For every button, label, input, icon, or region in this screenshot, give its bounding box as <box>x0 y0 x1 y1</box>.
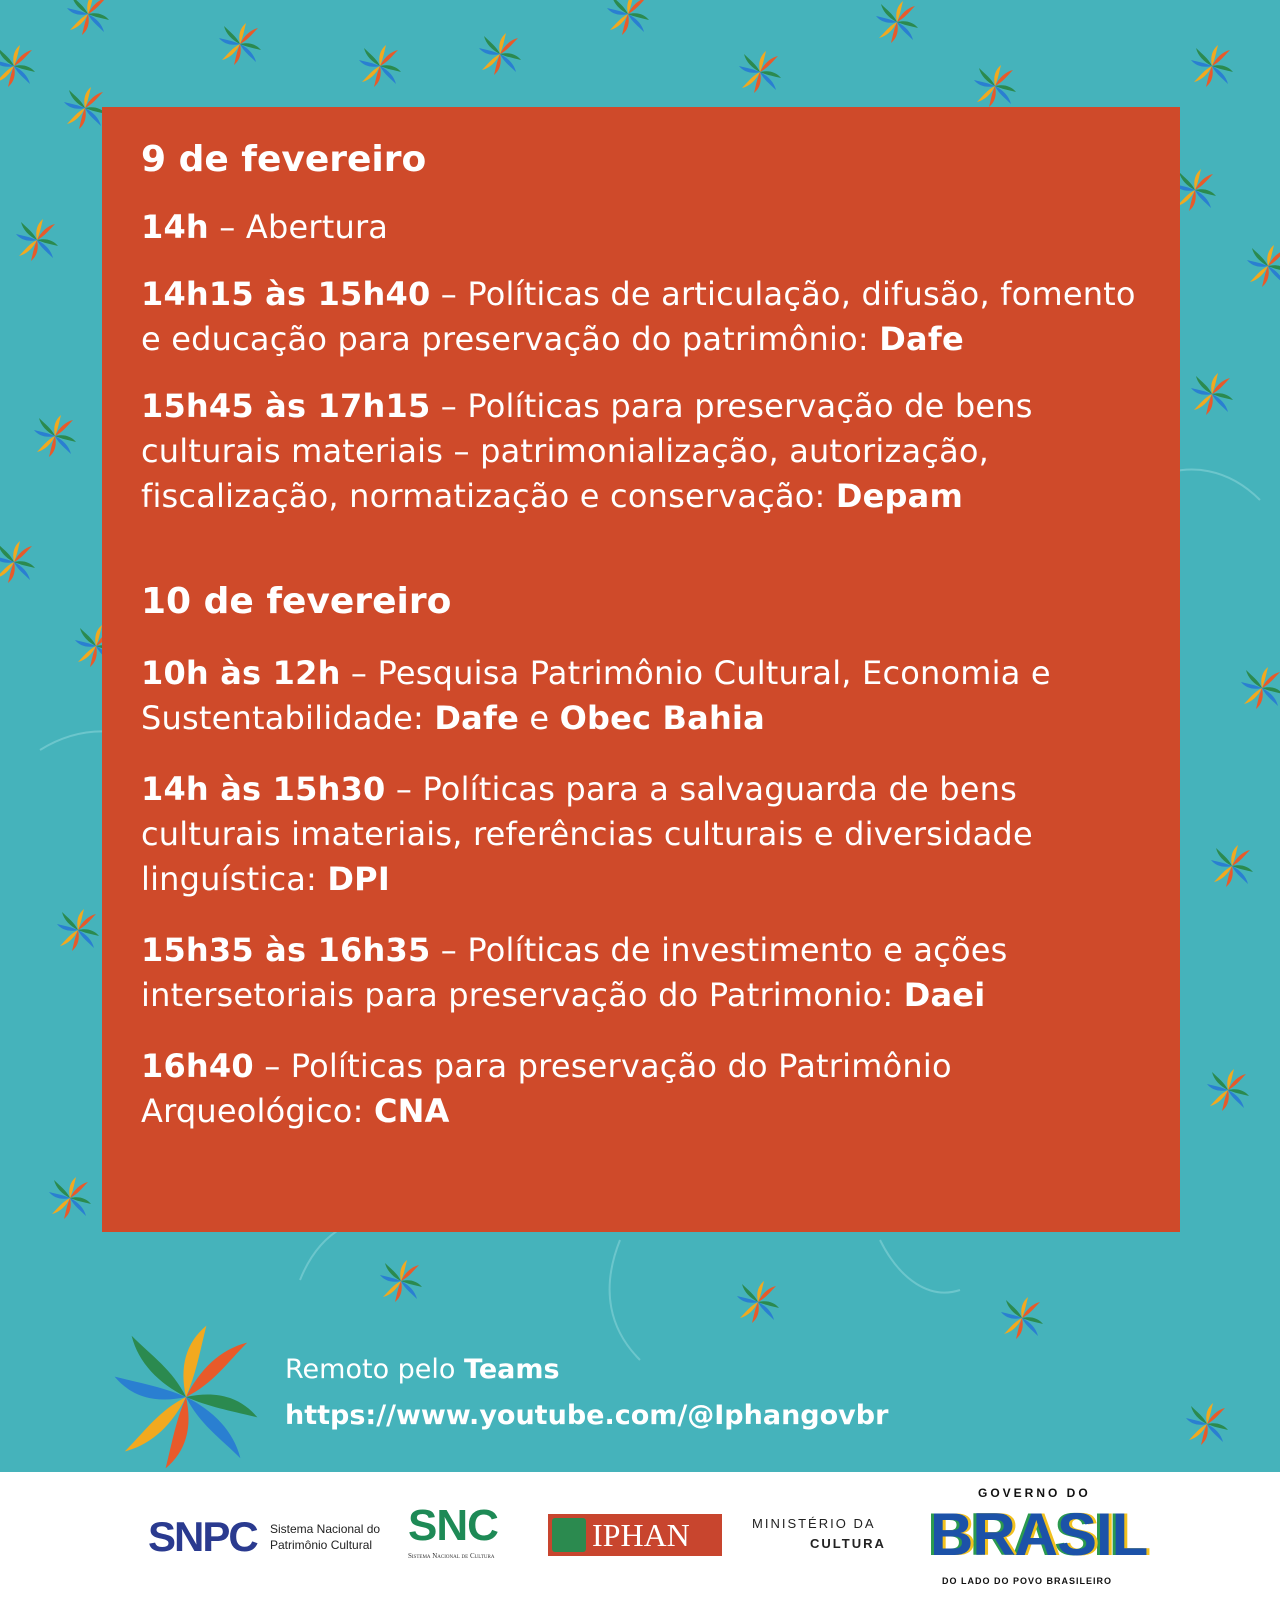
item-time: 14h15 às 15h40 <box>141 275 431 313</box>
snc-caption: Sistema Nacional de Cultura <box>408 1552 495 1560</box>
iphan-wordmark: IPHAN <box>592 1517 690 1553</box>
item-text: Políticas para a salvaguarda de bens culturais imateriais, referências culturais e diversidade linguística: <box>141 770 1033 898</box>
governo-line1: GOVERNO DO <box>978 1486 1091 1500</box>
snpc-logo <box>148 1512 388 1562</box>
item-time: 15h35 às 16h35 <box>141 931 431 969</box>
item-text: Políticas de investimento e ações intersetoriais para preservação do Patrimonio: <box>141 931 1008 1014</box>
item-org: Dafe <box>879 320 964 358</box>
item-org: Daei <box>903 976 986 1014</box>
item-time: 16h40 <box>141 1047 254 1085</box>
item-org: Obec Bahia <box>559 699 765 737</box>
item-time: 14h <box>141 208 209 246</box>
item-text: Políticas para preservação de bens culturais materiais – patrimonialização, autorização, fiscalização, normatização e conservação: <box>141 387 1033 515</box>
snpc-mark: SNPC <box>148 1513 257 1560</box>
remote-platform: Teams <box>464 1354 560 1385</box>
schedule-item: 10h às 12h – Pesquisa Patrimônio Cultural, Economia e Sustentabilidade: Dafe e Obec Bahia <box>141 654 1051 737</box>
item-time: 10h às 12h <box>141 654 341 692</box>
item-org: Dafe <box>434 699 519 737</box>
schedule-item: 14h15 às 15h40 – Políticas de articulação, difusão, fomento e educação para preservação do patrimônio: Dafe <box>141 275 1136 358</box>
item-org: DPI <box>327 860 390 898</box>
schedule-item: 14h – Abertura <box>141 208 389 246</box>
schedule-item: 15h35 às 16h35 – Políticas de investimento e ações intersetoriais para preservação do Patrimonio: Daei <box>141 931 1008 1014</box>
item-org: Depam <box>835 477 963 515</box>
ministerio-line1: MINISTÉRIO DA <box>752 1516 876 1531</box>
governo-brasil: BRASIL <box>930 1501 1148 1568</box>
remote-info <box>285 1354 560 1385</box>
governo-logo <box>930 1486 1146 1596</box>
ministerio-logo <box>752 1516 902 1560</box>
schedule-item: 14h às 15h30 – Políticas para a salvaguarda de bens culturais imateriais, referências culturais e diversidade linguística: DPI <box>141 770 1033 898</box>
schedule-item: 15h45 às 17h15 – Políticas para preservação de bens culturais materiais – patrimonialização, autorização, fiscalização, normatização e conservação: Depam <box>141 387 1033 515</box>
youtube-link[interactable]: https://www.youtube.com/@Iphangovbr <box>285 1400 889 1431</box>
item-text: Pesquisa Patrimônio Cultural, Economia e Sustentabilidade: <box>141 654 1051 737</box>
item-conj: e <box>529 699 550 737</box>
iphan-emblem-icon <box>552 1518 586 1552</box>
item-time: 14h às 15h30 <box>141 770 386 808</box>
snpc-line2: Patrimônio Cultural <box>270 1538 373 1552</box>
item-time: 15h45 às 17h15 <box>141 387 431 425</box>
schedule-item: 16h40 – Políticas para preservação do Patrimônio Arqueológico: CNA <box>141 1047 952 1130</box>
iphan-logo <box>548 1514 722 1556</box>
day1-title: 9 de fevereiro <box>141 139 427 180</box>
ministerio-line2: CULTURA <box>810 1536 886 1551</box>
snc-logo <box>406 1502 516 1564</box>
day2-title: 10 de fevereiro <box>141 581 452 622</box>
item-text: Políticas de articulação, difusão, fomento e educação para preservação do patrimônio: <box>141 275 1136 358</box>
item-text: Políticas para preservação do Patrimônio Arqueológico: <box>141 1047 952 1130</box>
snpc-line1: Sistema Nacional do <box>270 1522 381 1536</box>
snc-mark: SNC <box>408 1501 498 1550</box>
item-org: CNA <box>373 1092 450 1130</box>
governo-line2: DO LADO DO POVO BRASILEIRO <box>942 1576 1113 1586</box>
logo-strip <box>0 1472 1280 1600</box>
schedule-card <box>102 107 1180 1232</box>
item-text: Abertura <box>245 208 389 246</box>
remote-text: Remoto pelo <box>285 1354 456 1385</box>
